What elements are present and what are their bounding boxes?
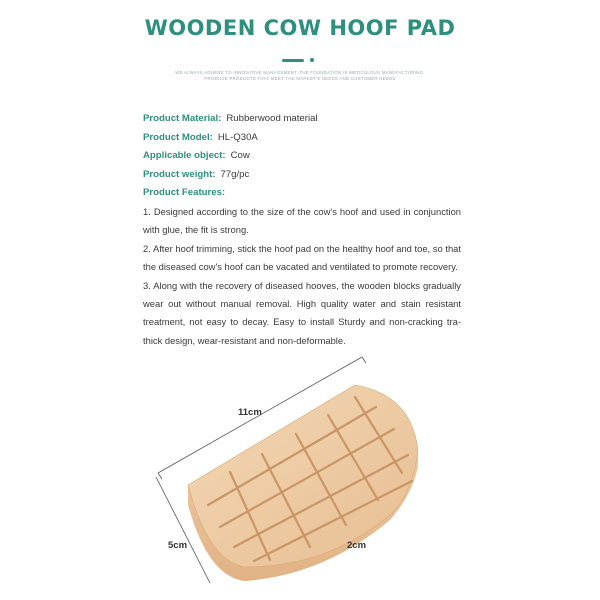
spec-weight bbox=[143, 166, 461, 185]
spec-value: Cow bbox=[230, 150, 250, 162]
spec-applicable-object bbox=[143, 147, 461, 166]
product-specs bbox=[143, 110, 461, 350]
product-image bbox=[150, 355, 450, 595]
spec-label: Product Model: bbox=[143, 131, 213, 143]
tagline bbox=[0, 70, 600, 82]
spec-label: Product weight: bbox=[143, 168, 216, 180]
feature-item: 3. Along with the recovery of diseased hooves, the wooden blocks gradually wear out without manual removal. High quality water and stain resistant treatment, not easy to decay. Easy to install Sturdy and non-cracking tra-thick design, wear-resistant and non-deformable. bbox=[143, 279, 461, 346]
spec-model bbox=[143, 129, 461, 148]
spec-value: Rubberwood material bbox=[226, 113, 318, 124]
length-label: 11cm bbox=[238, 407, 262, 418]
spec-label: Product Material: bbox=[143, 113, 222, 124]
feature-item: 2. After hoof trimming, stick the hoof pad on the healthy hoof and toe, so that the diseased cow's hoof can be vacated and ventilated to promote recovery. bbox=[143, 242, 461, 273]
spec-value: HL-Q30A bbox=[217, 131, 258, 143]
spec-label: Applicable object: bbox=[143, 150, 226, 162]
tagline-line-1: WE ALWAYS ADHERE TO INNOVATIVE MANAGEMENT, THE FOUNDATION IS METICULOUS MANUFACTURING, bbox=[175, 70, 425, 75]
hoof-pad-illustration bbox=[150, 355, 450, 595]
feature-list bbox=[143, 203, 461, 350]
height-label: 2cm bbox=[347, 540, 367, 551]
tagline-line-2: PRODUCE PRODUCTS THAT MEET THE MARKET'S NEEDS AND CUSTOMER NEEDS bbox=[204, 76, 396, 81]
features-heading bbox=[143, 184, 461, 203]
spec-material bbox=[143, 110, 461, 129]
spec-value: 77g/pc bbox=[220, 168, 250, 180]
feature-item: 1. Designed according to the size of the cow's hoof and used in conjunction with glue, the fit is strong. bbox=[143, 205, 461, 236]
spec-label: Product Features: bbox=[143, 187, 226, 199]
page-title: WOODEN COW HOOF PAD bbox=[144, 16, 456, 40]
width-label: 5cm bbox=[168, 540, 188, 551]
divider-bar bbox=[282, 59, 304, 62]
divider-dot bbox=[310, 58, 314, 62]
